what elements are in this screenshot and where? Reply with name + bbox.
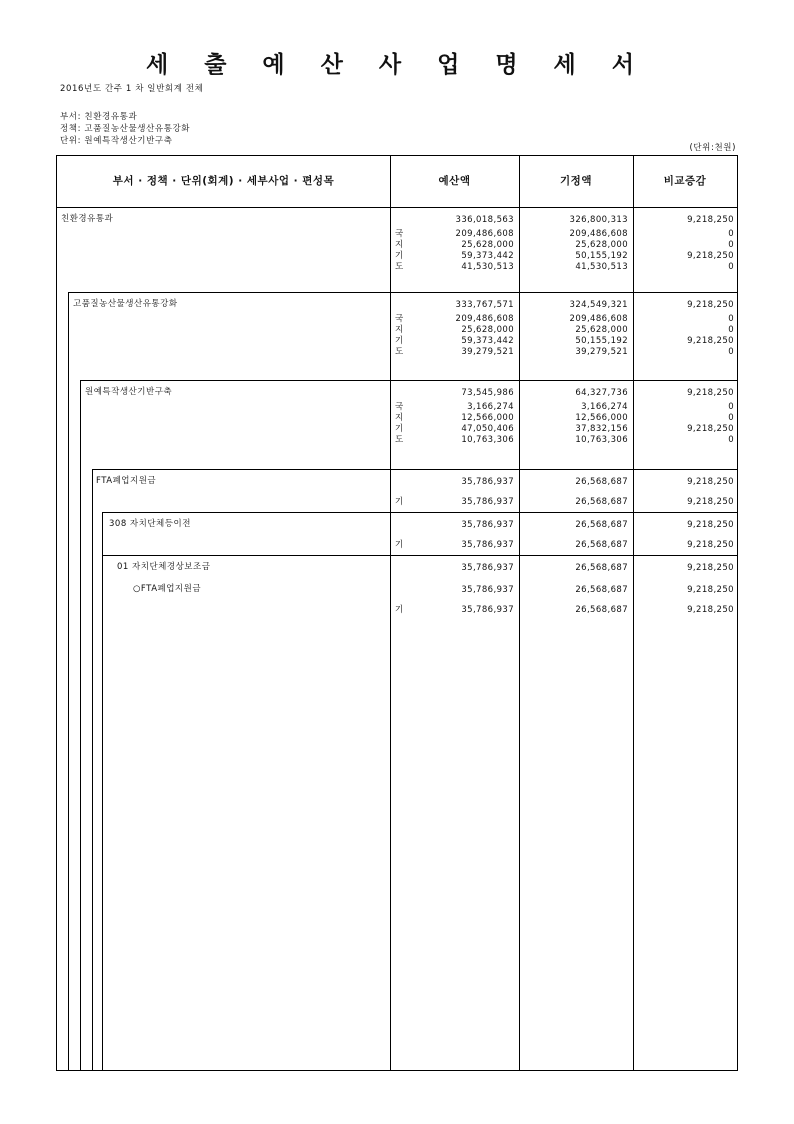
indent-rail [68, 292, 69, 1070]
page-title: 세 출 예 산 사 업 명 세 서 [145, 52, 649, 78]
row-name: 고품질농산물생산유통강화 [73, 299, 178, 309]
diff-total: 9,218,250 [687, 585, 734, 595]
fund-code: 지 [395, 325, 404, 335]
row-name: 원예특작생산기반구축 [85, 387, 173, 397]
fiscal-year-line: 2016년도 간주 1 차 일반회계 전체 [60, 84, 204, 94]
fund-code: 지 [395, 240, 404, 250]
header-previous: 기정액 [560, 175, 592, 187]
table-header [57, 156, 737, 208]
fund-code: 기 [395, 497, 404, 507]
fund-code: 기 [395, 336, 404, 346]
budget-value: 59,373,442 [461, 336, 514, 346]
previous-value: 50,155,192 [575, 251, 628, 261]
diff-value: 9,218,250 [687, 336, 734, 346]
diff-value: 0 [728, 435, 734, 445]
diff-total: 9,218,250 [687, 563, 734, 573]
diff-value: 0 [728, 413, 734, 423]
budget-table [56, 155, 738, 1071]
row-divider [102, 512, 737, 513]
indent-rail [102, 512, 103, 1070]
previous-value: 209,486,608 [569, 314, 628, 324]
row-divider [80, 380, 737, 381]
previous-value: 25,628,000 [575, 240, 628, 250]
diff-total: 9,218,250 [687, 388, 734, 398]
fund-code: 국 [395, 314, 404, 324]
budget-value: 41,530,513 [461, 262, 514, 272]
budget-value: 39,279,521 [461, 347, 514, 357]
budget-value: 25,628,000 [461, 240, 514, 250]
previous-value: 39,279,521 [575, 347, 628, 357]
budget-value: 35,786,937 [461, 540, 514, 550]
fund-code: 기 [395, 605, 404, 615]
row-name: 01 자치단체경상보조금 [117, 562, 211, 572]
unit-line: 단위: 원예특작생산기반구축 [60, 136, 173, 146]
budget-value: 47,050,406 [461, 424, 514, 434]
previous-total: 26,568,687 [575, 520, 628, 530]
header-diff: 비교증감 [663, 175, 707, 187]
budget-total: 35,786,937 [461, 563, 514, 573]
diff-value: 0 [728, 314, 734, 324]
budget-value: 35,786,937 [461, 605, 514, 615]
budget-value: 10,763,306 [461, 435, 514, 445]
budget-value: 35,786,937 [461, 497, 514, 507]
row-divider [102, 555, 737, 556]
fund-code: 기 [395, 540, 404, 550]
diff-total: 9,218,250 [687, 477, 734, 487]
fund-code: 국 [395, 402, 404, 412]
unit-note: (단위:천원) [689, 143, 736, 153]
previous-value: 41,530,513 [575, 262, 628, 272]
indent-rail [92, 469, 93, 1070]
previous-value: 10,763,306 [575, 435, 628, 445]
previous-value: 50,155,192 [575, 336, 628, 346]
diff-total: 9,218,250 [687, 215, 734, 225]
diff-value: 0 [728, 402, 734, 412]
row-name: 308 자치단체등이전 [109, 519, 191, 529]
diff-value: 9,218,250 [687, 540, 734, 550]
previous-value: 25,628,000 [575, 325, 628, 335]
previous-value: 26,568,687 [575, 605, 628, 615]
row-divider [92, 469, 737, 470]
diff-total: 9,218,250 [687, 300, 734, 310]
diff-value: 9,218,250 [687, 251, 734, 261]
budget-total: 35,786,937 [461, 477, 514, 487]
indent-rail [80, 380, 81, 1070]
header-budget: 예산액 [438, 175, 471, 187]
previous-total: 26,568,687 [575, 477, 628, 487]
diff-value: 9,218,250 [687, 424, 734, 434]
budget-total: 333,767,571 [455, 300, 514, 310]
fund-code: 기 [395, 424, 404, 434]
previous-value: 3,166,274 [581, 402, 628, 412]
budget-total: 35,786,937 [461, 520, 514, 530]
fund-code: 도 [395, 262, 404, 272]
budget-value: 209,486,608 [455, 314, 514, 324]
diff-total: 9,218,250 [687, 520, 734, 530]
row-name: FTA폐업지원금 [96, 476, 157, 486]
previous-value: 12,566,000 [575, 413, 628, 423]
row-name: ○FTA폐업지원금 [133, 584, 202, 594]
previous-value: 209,486,608 [569, 229, 628, 239]
diff-value: 9,218,250 [687, 497, 734, 507]
previous-value: 26,568,687 [575, 497, 628, 507]
fund-code: 도 [395, 347, 404, 357]
fund-code: 도 [395, 435, 404, 445]
policy-line: 정책: 고품질농산물생산유통강화 [60, 124, 191, 134]
row-name: 친환경유통과 [61, 214, 114, 224]
budget-value: 3,166,274 [467, 402, 514, 412]
header-category: 부서 · 정책 · 단위(회계) · 세부사업 · 편성목 [112, 175, 335, 187]
previous-total: 64,327,736 [575, 388, 628, 398]
diff-value: 0 [728, 262, 734, 272]
budget-total: 73,545,986 [461, 388, 514, 398]
diff-value: 0 [728, 347, 734, 357]
diff-value: 0 [728, 325, 734, 335]
diff-value: 0 [728, 240, 734, 250]
previous-value: 26,568,687 [575, 540, 628, 550]
fund-code: 국 [395, 229, 404, 239]
diff-value: 0 [728, 229, 734, 239]
previous-total: 26,568,687 [575, 563, 628, 573]
budget-value: 59,373,442 [461, 251, 514, 261]
department-line: 부서: 친환경유통과 [60, 112, 138, 122]
budget-value: 12,566,000 [461, 413, 514, 423]
previous-total: 324,549,321 [569, 300, 628, 310]
diff-value: 9,218,250 [687, 605, 734, 615]
row-divider [68, 292, 737, 293]
budget-value: 209,486,608 [455, 229, 514, 239]
previous-value: 37,832,156 [575, 424, 628, 434]
fund-code: 기 [395, 251, 404, 261]
fund-code: 지 [395, 413, 404, 423]
previous-total: 326,800,313 [569, 215, 628, 225]
previous-total: 26,568,687 [575, 585, 628, 595]
budget-total: 35,786,937 [461, 585, 514, 595]
budget-value: 25,628,000 [461, 325, 514, 335]
budget-total: 336,018,563 [455, 215, 514, 225]
